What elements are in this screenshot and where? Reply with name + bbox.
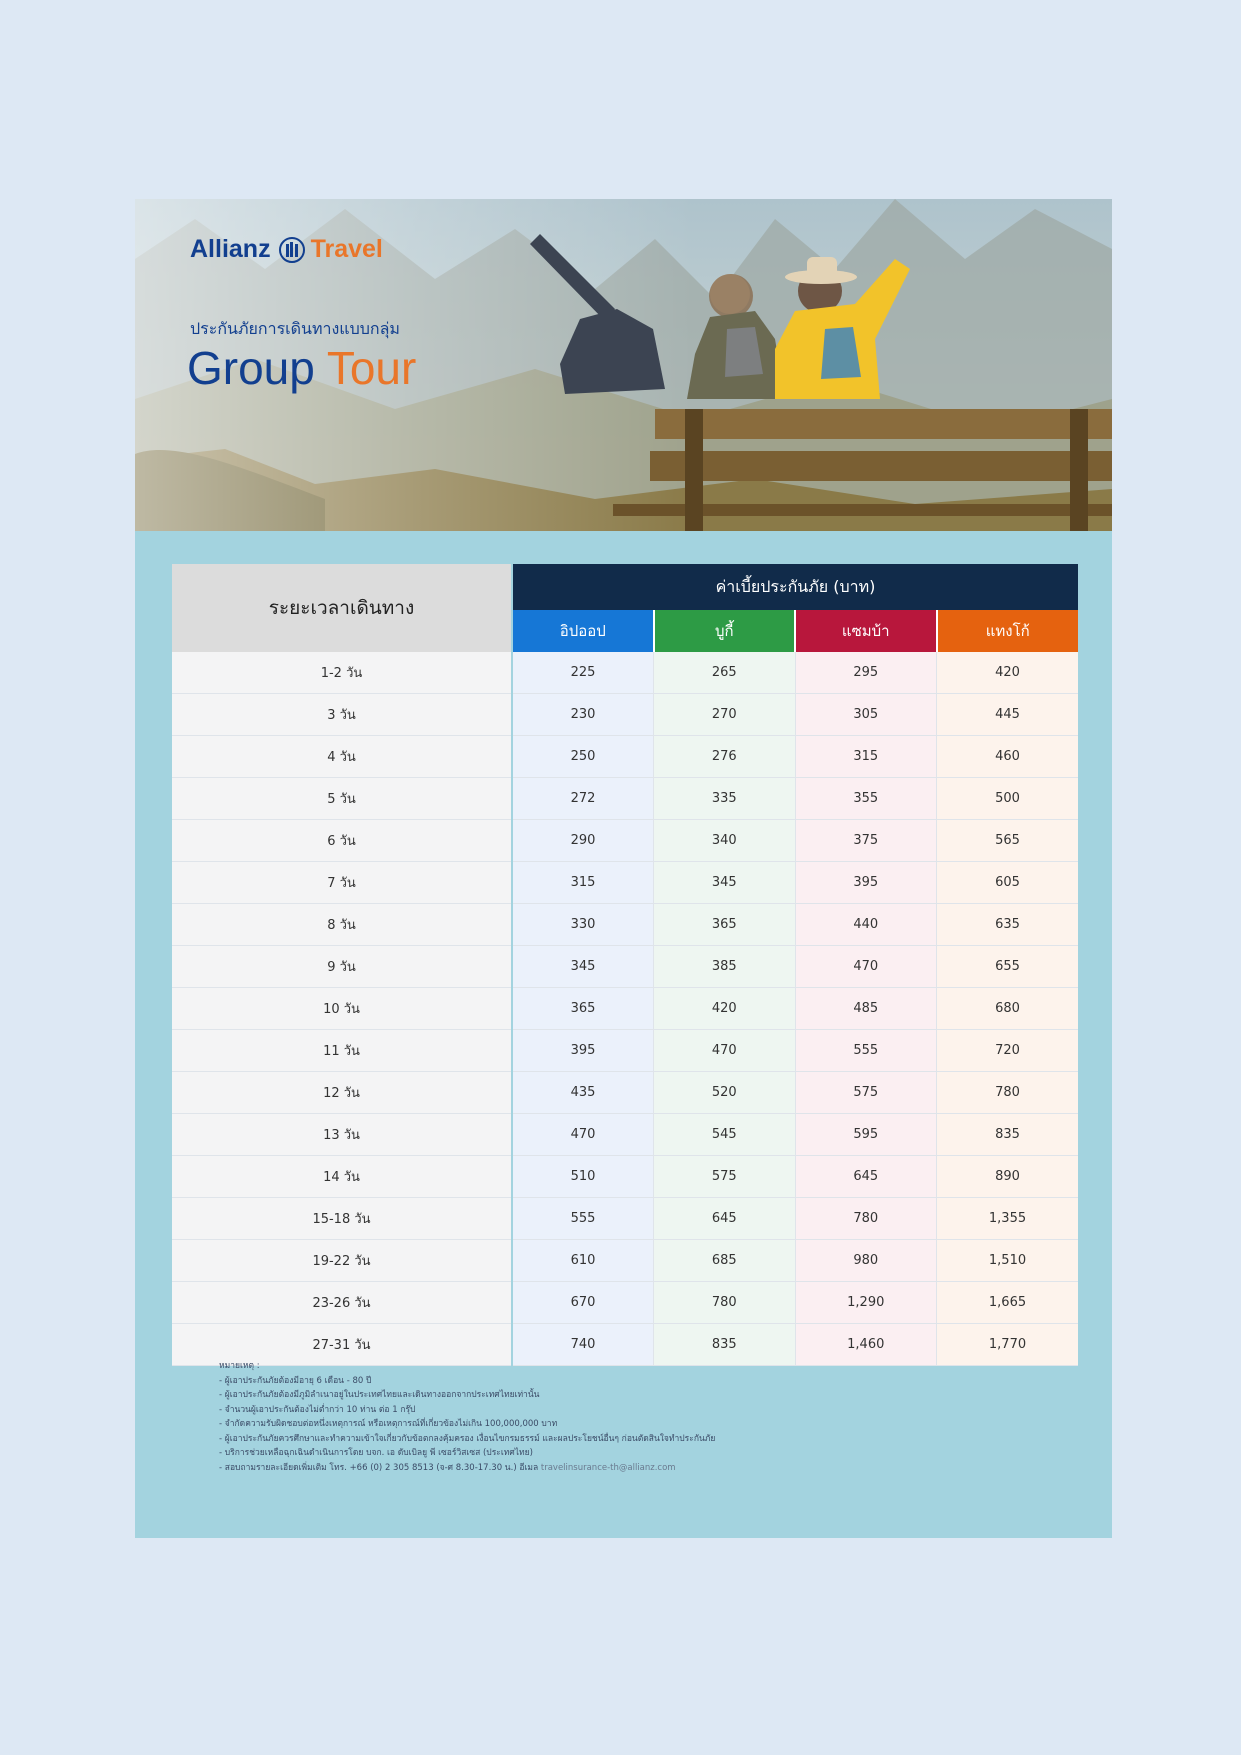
premium-cell-plan-1: 315	[512, 862, 654, 904]
duration-cell: 3 วัน	[172, 694, 512, 736]
premium-cell-plan-4: 1,355	[937, 1198, 1079, 1240]
premium-cell-plan-1: 225	[512, 652, 654, 694]
duration-cell: 15-18 วัน	[172, 1198, 512, 1240]
premium-cell-plan-2: 685	[654, 1240, 796, 1282]
premium-cell-plan-1: 555	[512, 1198, 654, 1240]
premium-cell-plan-4: 605	[937, 862, 1079, 904]
premium-cell-plan-1: 435	[512, 1072, 654, 1114]
notes-heading: หมายเหตุ :	[219, 1361, 260, 1371]
hero-title	[187, 341, 416, 395]
premium-cell-plan-2: 276	[654, 736, 796, 778]
premium-cell-plan-3: 780	[795, 1198, 937, 1240]
premium-cell-plan-3: 295	[795, 652, 937, 694]
duration-cell: 8 วัน	[172, 904, 512, 946]
premium-cell-plan-2: 545	[654, 1114, 796, 1156]
duration-cell: 1-2 วัน	[172, 652, 512, 694]
premium-cell-plan-4: 655	[937, 946, 1079, 988]
table-row	[172, 946, 1078, 988]
hero-title-group: Group	[187, 342, 315, 394]
premium-cell-plan-3: 555	[795, 1030, 937, 1072]
duration-cell: 13 วัน	[172, 1114, 512, 1156]
premium-cell-plan-1: 272	[512, 778, 654, 820]
table-row	[172, 988, 1078, 1030]
premium-cell-plan-3: 355	[795, 778, 937, 820]
contact-email-link[interactable]: travelinsurance-th@allianz.com	[540, 1462, 676, 1473]
hero-title-tour: Tour	[326, 342, 417, 394]
premium-cell-plan-2: 335	[654, 778, 796, 820]
premium-table	[172, 564, 1078, 1366]
contact-text: - สอบถามรายละเอียดเพิ่มเติม โทร. +66 (0) 2 305 8513 (จ-ศ 8.30-17.30 น.) อีเมล	[219, 1462, 539, 1473]
premium-cell-plan-1: 330	[512, 904, 654, 946]
table-row	[172, 1114, 1078, 1156]
premium-cell-plan-1: 290	[512, 820, 654, 862]
table-row	[172, 1072, 1078, 1114]
premium-cell-plan-1: 365	[512, 988, 654, 1030]
premium-cell-plan-4: 720	[937, 1030, 1079, 1072]
premium-cell-plan-1: 230	[512, 694, 654, 736]
premium-cell-plan-4: 460	[937, 736, 1079, 778]
premium-cell-plan-3: 645	[795, 1156, 937, 1198]
premium-cell-plan-4: 1,770	[937, 1324, 1079, 1366]
premium-cell-plan-3: 375	[795, 820, 937, 862]
premium-cell-plan-2: 420	[654, 988, 796, 1030]
plan-header-3: แซมบ้า	[795, 610, 937, 652]
duration-cell: 27-31 วัน	[172, 1324, 512, 1366]
duration-cell: 10 วัน	[172, 988, 512, 1030]
premium-cell-plan-4: 890	[937, 1156, 1079, 1198]
brand-name-allianz: Allianz	[190, 235, 271, 263]
table-row	[172, 904, 1078, 946]
premium-cell-plan-2: 835	[654, 1324, 796, 1366]
premium-cell-plan-4: 780	[937, 1072, 1079, 1114]
premium-cell-plan-2: 520	[654, 1072, 796, 1114]
premium-cell-plan-4: 1,665	[937, 1282, 1079, 1324]
premium-cell-plan-3: 1,460	[795, 1324, 937, 1366]
premium-cell-plan-3: 980	[795, 1240, 937, 1282]
note-line: - บริการช่วยเหลือฉุกเฉินดำเนินการโดย บจก. เอ ดับเบิลยู พี เซอร์วิสเซส (ประเทศไทย)	[219, 1448, 533, 1458]
group-tour-flyer	[135, 199, 1112, 1538]
premium-table-body	[172, 652, 1078, 1366]
note-line: - จำนวนผู้เอาประกันต้องไม่ต่ำกว่า 10 ท่าน ต่อ 1 กรุ๊ป	[219, 1404, 416, 1415]
premium-cell-plan-1: 510	[512, 1156, 654, 1198]
premium-cell-plan-1: 670	[512, 1282, 654, 1324]
premium-cell-plan-3: 470	[795, 946, 937, 988]
duration-cell: 11 วัน	[172, 1030, 512, 1072]
duration-cell: 6 วัน	[172, 820, 512, 862]
brand-name-travel: Travel	[310, 235, 383, 263]
note-line: - ผู้เอาประกันภัยควรศึกษาและทำความเข้าใจเกี่ยวกับข้อตกลงคุ้มครอง เงื่อนไขกรมธรรม์ และผลประโยชน์อื่นๆ ก่อนตัดสินใจทำประกันภัย	[219, 1433, 716, 1444]
premium-cell-plan-4: 500	[937, 778, 1079, 820]
plan-header-4: แทงโก้	[937, 610, 1079, 652]
premium-cell-plan-2: 645	[654, 1198, 796, 1240]
premium-cell-plan-2: 340	[654, 820, 796, 862]
duration-cell: 7 วัน	[172, 862, 512, 904]
premium-cell-plan-2: 470	[654, 1030, 796, 1072]
premium-cell-plan-3: 575	[795, 1072, 937, 1114]
table-row	[172, 652, 1078, 694]
premium-cell-plan-3: 485	[795, 988, 937, 1030]
premium-cell-plan-1: 345	[512, 946, 654, 988]
premium-cell-plan-3: 1,290	[795, 1282, 937, 1324]
table-row	[172, 862, 1078, 904]
premium-header: ค่าเบี้ยประกันภัย (บาท)	[512, 564, 1078, 610]
premium-cell-plan-4: 680	[937, 988, 1079, 1030]
allianz-eagle-icon	[279, 237, 305, 263]
premium-cell-plan-3: 440	[795, 904, 937, 946]
premium-cell-plan-1: 395	[512, 1030, 654, 1072]
table-row	[172, 820, 1078, 862]
note-line: - จำกัดความรับผิดชอบต่อหนึ่งเหตุการณ์ หรือเหตุการณ์ที่เกี่ยวข้องไม่เกิน 100,000,000 บาท	[219, 1419, 558, 1429]
duration-cell: 14 วัน	[172, 1156, 512, 1198]
table-row	[172, 1156, 1078, 1198]
premium-cell-plan-4: 835	[937, 1114, 1079, 1156]
table-row	[172, 1030, 1078, 1072]
plan-header-2: บูกี้	[654, 610, 796, 652]
duration-cell: 9 วัน	[172, 946, 512, 988]
duration-cell: 23-26 วัน	[172, 1282, 512, 1324]
hero-banner	[135, 199, 1112, 531]
premium-cell-plan-4: 1,510	[937, 1240, 1079, 1282]
premium-cell-plan-4: 635	[937, 904, 1079, 946]
note-line: - ผู้เอาประกันภัยต้องมีภูมิลำเนาอยู่ในประเทศไทยและเดินทางออกจากประเทศไทยเท่านั้น	[219, 1390, 540, 1400]
premium-cell-plan-2: 365	[654, 904, 796, 946]
premium-cell-plan-3: 315	[795, 736, 937, 778]
premium-cell-plan-4: 420	[937, 652, 1079, 694]
premium-cell-plan-2: 780	[654, 1282, 796, 1324]
table-row	[172, 778, 1078, 820]
allianz-travel-logo	[190, 235, 383, 264]
duration-cell: 12 วัน	[172, 1072, 512, 1114]
premium-cell-plan-2: 270	[654, 694, 796, 736]
premium-cell-plan-3: 595	[795, 1114, 937, 1156]
table-row	[172, 1240, 1078, 1282]
table-row	[172, 736, 1078, 778]
notes-section	[219, 1359, 715, 1475]
premium-cell-plan-4: 565	[937, 820, 1079, 862]
duration-cell: 19-22 วัน	[172, 1240, 512, 1282]
note-contact	[219, 1461, 715, 1476]
premium-cell-plan-1: 740	[512, 1324, 654, 1366]
duration-cell: 5 วัน	[172, 778, 512, 820]
hero-subtitle: ประกันภัยการเดินทางแบบกลุ่ม	[190, 319, 400, 338]
premium-cell-plan-1: 250	[512, 736, 654, 778]
note-line: - ผู้เอาประกันภัยต้องมีอายุ 6 เดือน - 80 ปี	[219, 1375, 372, 1386]
table-row	[172, 1282, 1078, 1324]
premium-cell-plan-2: 265	[654, 652, 796, 694]
premium-cell-plan-2: 345	[654, 862, 796, 904]
plan-header-1: อิปออป	[512, 610, 654, 652]
premium-cell-plan-3: 395	[795, 862, 937, 904]
duration-cell: 4 วัน	[172, 736, 512, 778]
table-row	[172, 1198, 1078, 1240]
duration-header: ระยะเวลาเดินทาง	[172, 564, 512, 652]
premium-cell-plan-1: 470	[512, 1114, 654, 1156]
premium-cell-plan-2: 575	[654, 1156, 796, 1198]
premium-cell-plan-4: 445	[937, 694, 1079, 736]
premium-cell-plan-1: 610	[512, 1240, 654, 1282]
premium-cell-plan-2: 385	[654, 946, 796, 988]
premium-cell-plan-3: 305	[795, 694, 937, 736]
table-row	[172, 694, 1078, 736]
